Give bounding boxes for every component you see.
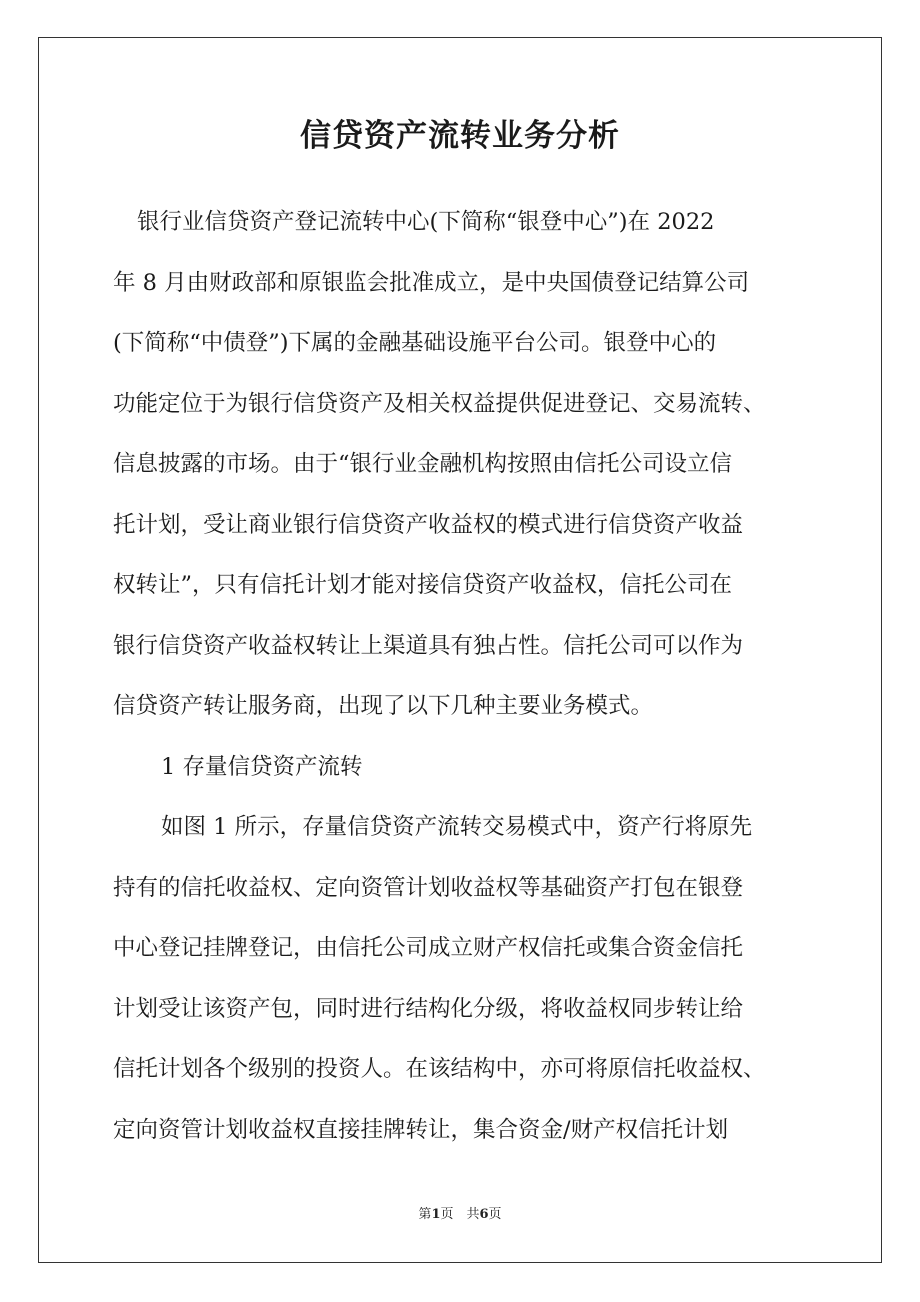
paragraph-line: 如图 1 所示，存量信贷资产流转交易模式中，资产行将原先 <box>161 814 753 840</box>
page-current: 1 <box>431 1207 441 1222</box>
paragraph-line: 持有的信托收益权、定向资管计划收益权等基础资产打包在银登 <box>113 874 744 901</box>
document-title: 信贷资产流转业务分析 <box>300 118 620 154</box>
paragraph-line: 功能定位于为银行信贷资产及相关权益提供促进登记、交易流转、 <box>113 390 766 417</box>
paragraph-line: 年 8 月由财政部和原银监会批准成立，是中央国债登记结算公司 <box>113 269 750 296</box>
document-body <box>113 192 813 1160</box>
paragraph-line: 计划受让该资产包，同时进行结构化分级，将收益权同步转让给 <box>113 995 744 1022</box>
section-heading: 1 存量信贷资产流转 <box>161 753 363 780</box>
paragraph-line: 托计划，受让商业银行信贷资产收益权的模式进行信贷资产收益 <box>113 511 744 538</box>
page-footer <box>0 1205 920 1225</box>
paragraph-line: 信息披露的市场。由于“银行业金融机构按照由信托公司设立信 <box>113 451 733 477</box>
paragraph-line: 信贷资产转让服务商，出现了以下几种主要业务模式。 <box>113 693 654 719</box>
page-prefix: 第 <box>418 1207 432 1222</box>
paragraph-line: 银行业信贷资产登记流转中心(下简称“银登中心”)在 2022 <box>137 209 715 235</box>
page-suffix: 页 <box>488 1207 502 1222</box>
page-total: 6 <box>479 1207 489 1222</box>
paragraph-line: 信托计划各个级别的投资人。在该结构中，亦可将原信托收益权、 <box>113 1056 766 1082</box>
page-mid: 页 共 <box>440 1207 480 1222</box>
paragraph-line: 中心登记挂牌登记，由信托公司成立财产权信托或集合资金信托 <box>113 935 744 961</box>
paragraph-line: 定向资管计划收益权直接挂牌转让，集合资金/财产权信托计划 <box>113 1116 729 1143</box>
paragraph-line: 银行信贷资产收益权转让上渠道具有独占性。信托公司可以作为 <box>113 632 744 659</box>
paragraph-line: (下简称“中债登”)下属的金融基础设施平台公司。银登中心的 <box>113 330 717 356</box>
paragraph-line: 权转让”，只有信托计划才能对接信贷资产收益权，信托公司在 <box>113 572 733 598</box>
